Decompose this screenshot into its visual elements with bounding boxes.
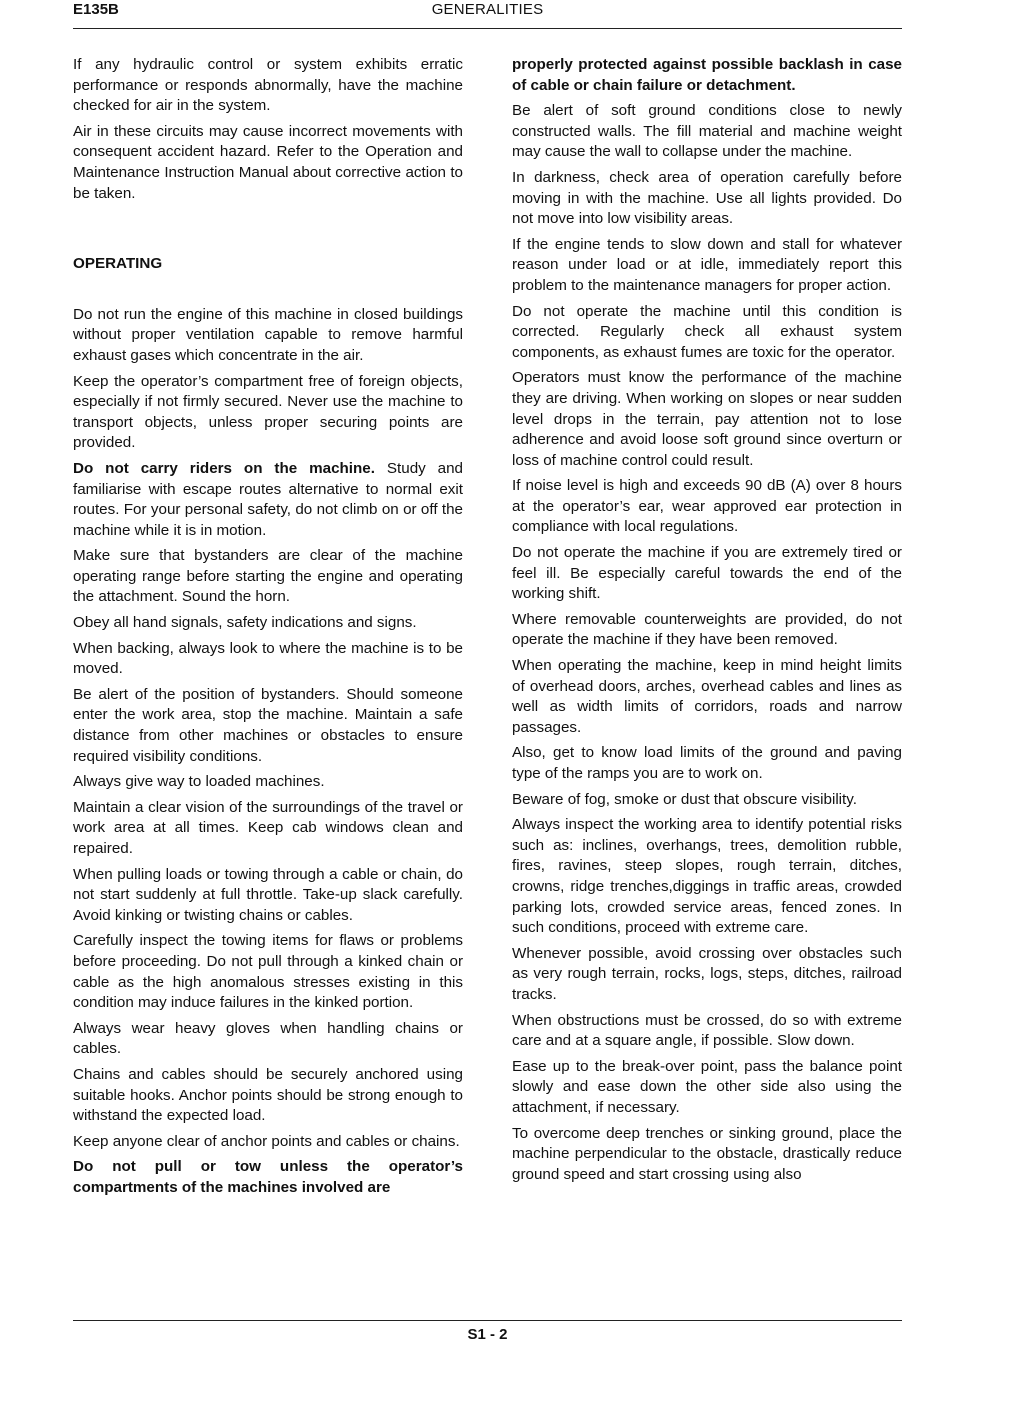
paragraph: If the engine tends to slow down and stall for whatever reason under load or at idle, immediately report this problem to the maintenance managers for proper action. bbox=[512, 235, 902, 294]
page-number: S1 - 2 bbox=[467, 1326, 508, 1343]
paragraph: Always give way to loaded machines. bbox=[73, 773, 325, 791]
footer-divider bbox=[73, 1320, 902, 1321]
section-heading-operating: OPERATING bbox=[73, 255, 163, 273]
model-code: E135B bbox=[73, 1, 119, 18]
paragraph: Maintain a clear vision of the surroundings of the travel or work area at all times. Keep cab windows clean and repaired. bbox=[73, 798, 463, 857]
paragraph bbox=[73, 459, 463, 541]
paragraph: Operators must know the performance of the machine they are driving. When working on slopes or near sudden level drops in the terrain, pay attention not to lose adherence and avoid loose soft ground since overturn or loss of machine control could result. bbox=[512, 369, 902, 469]
paragraph bbox=[512, 55, 902, 96]
paragraph bbox=[73, 1157, 463, 1198]
paragraph: Also, get to know load limits of the ground and paving type of the ramps you are to work on. bbox=[512, 744, 902, 782]
paragraph: Always inspect the working area to identify potential risks such as: inclines, overhangs, trees, demolition rubble, fires, ravines, steep slopes, rough terrain, ditches, crowns, ridge trenches,diggings in traffic areas, crowded parking lots, crowded service areas, fenced zones. In such conditions, proceed with extreme care. bbox=[512, 816, 902, 937]
paragraph: Obey all hand signals, safety indications and signs. bbox=[73, 614, 417, 632]
page-header bbox=[73, 0, 902, 29]
paragraph: Carefully inspect the towing items for flaws or problems before proceeding. Do not pull through a kinked chain or cable as the high anomalous stresses existing in this condition may induce failures in the kinked portion. bbox=[73, 932, 463, 1012]
paragraph: When obstructions must be crossed, do so with extreme care and at a square angle, if possible. Slow down. bbox=[512, 1011, 902, 1050]
bold-warning: Do not carry riders on the machine. bbox=[73, 459, 375, 477]
paragraph: When backing, always look to where the machine is to be moved. bbox=[73, 639, 463, 678]
paragraph: Make sure that bystanders are clear of the machine operating range before starting the engine and operating the attachment. Sound the horn. bbox=[73, 547, 463, 606]
paragraph-text: Study and familiarise with escape routes alternative to normal exit routes. For your personal safety, do not climb on or off the machine while it is in motion. bbox=[73, 459, 463, 539]
paragraph: When pulling loads or towing through a cable or chain, do not start suddenly at full throttle. Take-up slack carefully. Avoid kinking or twisting chains or cables. bbox=[73, 865, 463, 924]
paragraph: If noise level is high and exceeds 90 dB (A) over 8 hours at the operator’s ear, wear approved ear protection in compliance with local regulations. bbox=[512, 477, 902, 536]
bold-warning: properly protected against possible backlash in case of cable or chain failure or detachment. bbox=[512, 56, 902, 94]
paragraph: If any hydraulic control or system exhibits erratic performance or responds abnormally, have the machine checked for air in the system. bbox=[73, 56, 463, 115]
paragraph: Keep anyone clear of anchor points and cables or chains. bbox=[73, 1132, 460, 1150]
section-title: GENERALITIES bbox=[431, 1, 544, 18]
paragraph: Do not operate the machine until this condition is corrected. Regularly check all exhaust system components, as exhaust fumes are toxic for the operator. bbox=[512, 302, 902, 361]
left-column bbox=[73, 55, 463, 1204]
paragraph: When operating the machine, keep in mind height limits of overhead doors, arches, overhead cables and lines as well as width limits of corridors, roads and narrow passages. bbox=[512, 657, 902, 736]
paragraph: Do not operate the machine if you are extremely tired or feel ill. Be especially careful towards the end of the working shift. bbox=[512, 544, 902, 603]
paragraph: Be alert of soft ground conditions close to newly constructed walls. The fill material and machine weight may cause the wall to collapse under the machine. bbox=[512, 102, 902, 161]
paragraph: Be alert of the position of bystanders. Should someone enter the work area, stop the machine. Maintain a safe distance from other machines or obstacles to ensure required visibility conditions. bbox=[73, 685, 463, 765]
paragraph: Air in these circuits may cause incorrect movements with consequent accident hazard. Refer to the Operation and Maintenance Instruction Manual about corrective action to be taken. bbox=[73, 122, 463, 202]
paragraph: In darkness, check area of operation carefully before moving in with the machine. Use all lights provided. Do not move into low visibility areas. bbox=[512, 168, 902, 228]
right-column bbox=[512, 55, 902, 1190]
paragraph: Beware of fog, smoke or dust that obscure visibility. bbox=[512, 790, 857, 808]
paragraph: Chains and cables should be securely anchored using suitable hooks. Anchor points should be strong enough to withstand the expected load. bbox=[73, 1065, 463, 1125]
paragraph: Ease up to the break-over point, pass the balance point slowly and ease down the other side also using the attachment, if necessary. bbox=[512, 1057, 902, 1116]
paragraph: Where removable counterweights are provided, do not operate the machine if they have been removed. bbox=[512, 610, 902, 649]
paragraph: To overcome deep trenches or sinking ground, place the machine perpendicular to the obstacle, drastically reduce ground speed and start crossing using also bbox=[512, 1124, 902, 1183]
paragraph: Do not run the engine of this machine in closed buildings without proper ventilation capable to remove harmful exhaust gases which concentrate in the air. bbox=[73, 305, 463, 364]
paragraph: Keep the operator’s compartment free of foreign objects, especially if not firmly secured. Never use the machine to transport objects, unless proper securing points are provided. bbox=[73, 372, 463, 452]
bold-warning: Do not pull or tow unless the operator’s compartments of the machines involved are bbox=[73, 1158, 463, 1196]
paragraph: Always wear heavy gloves when handling chains or cables. bbox=[73, 1019, 463, 1058]
paragraph: Whenever possible, avoid crossing over obstacles such as very rough terrain, rocks, logs, steps, ditches, railroad tracks. bbox=[512, 944, 902, 1003]
